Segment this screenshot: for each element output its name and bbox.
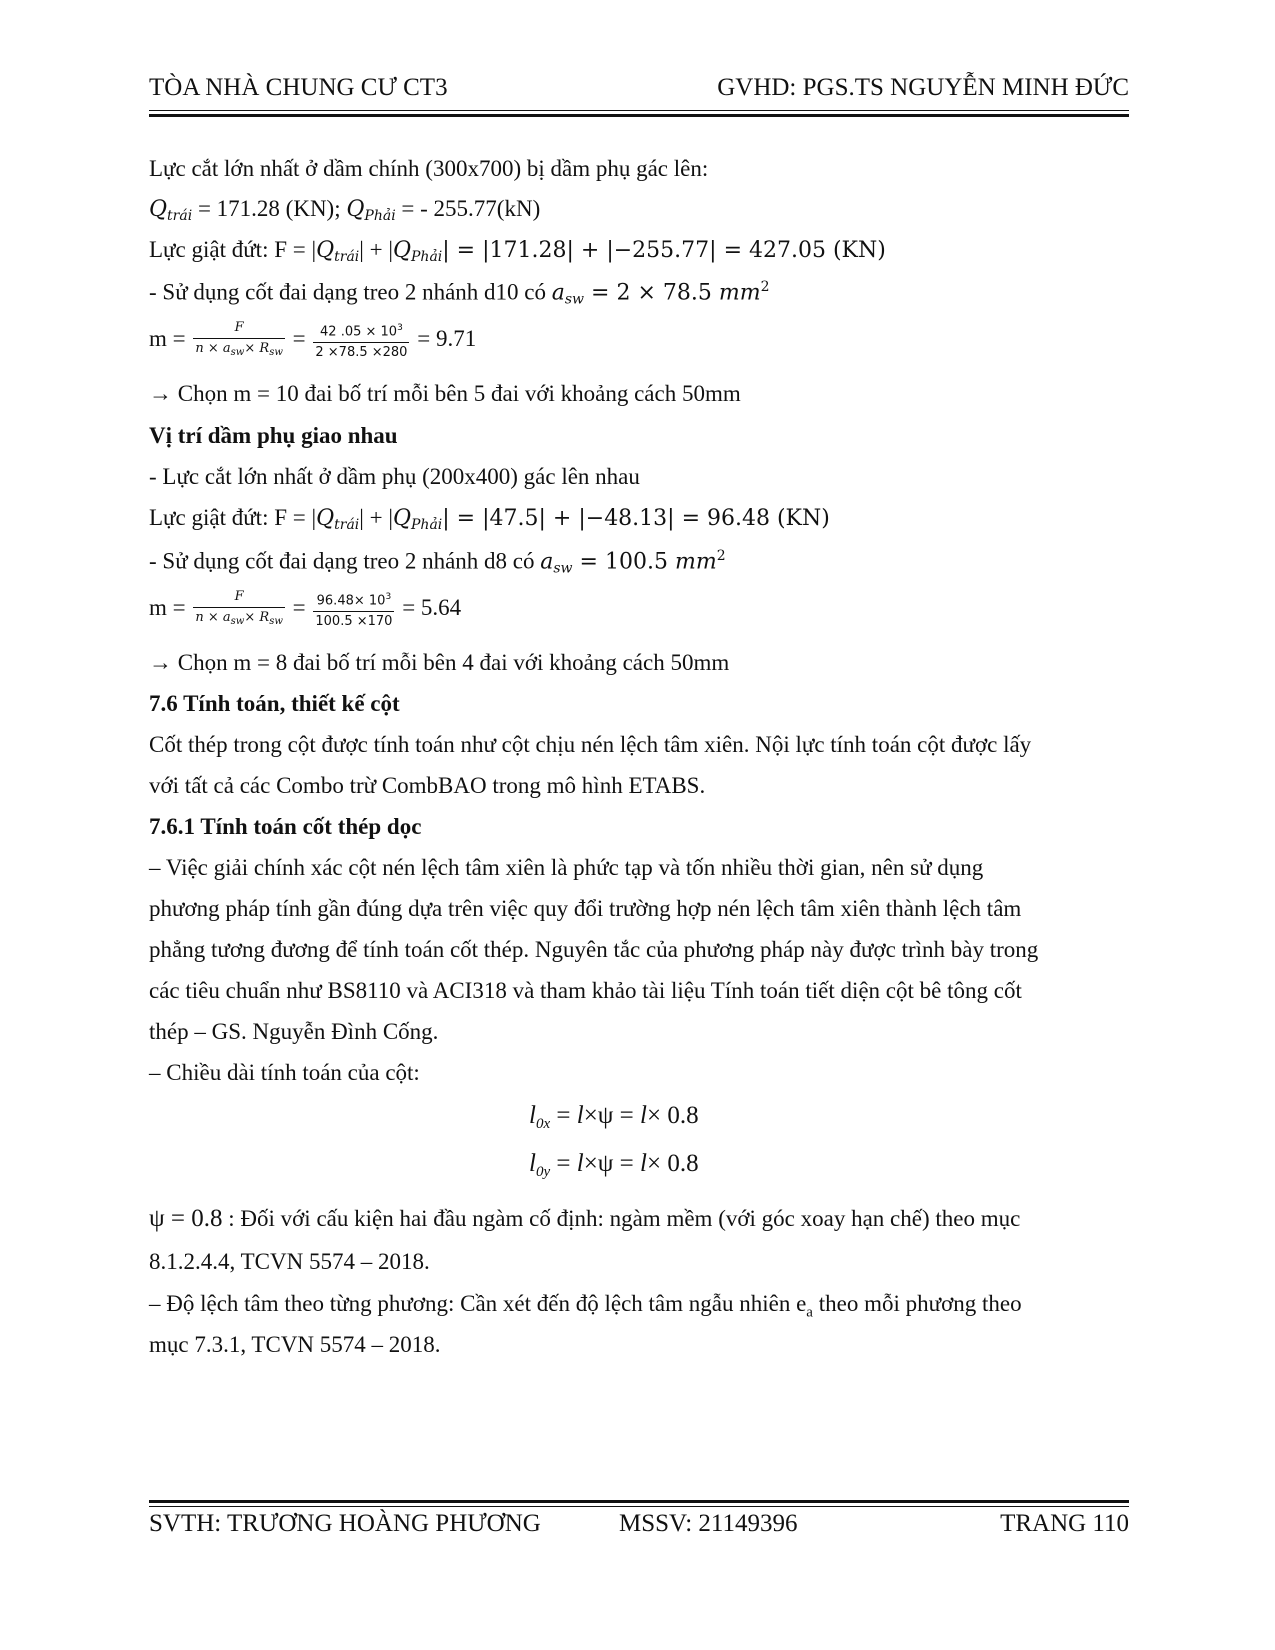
pull-force-line-2	[149, 505, 830, 533]
text-fragment: = 9.71	[411, 325, 477, 351]
text-fragment: = 100.5	[572, 549, 675, 575]
eq-part: ×ψ =	[583, 1102, 641, 1129]
paragraph-line: mục 7.3.1, TCVN 5574 – 2018.	[149, 1332, 441, 1357]
fraction-denominator: 100.5 ×170	[315, 614, 393, 630]
text-line: → Chọn m = 8 đai bố trí mỗi bên 4 đai với khoảng cách 50mm	[149, 650, 730, 675]
eq-sub: 0x	[535, 1116, 551, 1132]
den-part: × R	[244, 341, 270, 357]
eq-part: =	[550, 1150, 577, 1177]
eq-symbol: l	[640, 1102, 647, 1129]
footer-student-id: MSSV: 21149396	[619, 1510, 798, 1537]
q-symbol: Q	[316, 506, 335, 531]
paragraph-line: – Việc giải chính xác cột nén lệch tâm xiên là phức tạp và tốn nhiều thời gian, nên sử dụng	[149, 855, 984, 880]
text-fragment: – Độ lệch tâm theo từng phương: Cần xét đến độ lệch tâm ngẫu nhiên e	[149, 1291, 807, 1316]
eq-part: =	[550, 1102, 577, 1129]
num-part: 42 .05 × 10	[320, 324, 398, 340]
stirrup-line	[149, 279, 770, 308]
fraction-numerator: F	[193, 318, 285, 339]
paragraph-line: thép – GS. Nguyễn Đình Cống.	[149, 1019, 439, 1044]
a-symbol: a	[551, 280, 565, 306]
num-part: 96.48× 10	[316, 593, 386, 609]
paragraph-line: với tất cả các Combo trừ CombBAO trong mô hình ETABS.	[149, 773, 706, 798]
eq-symbol: l	[640, 1150, 647, 1177]
text-fragment: m =	[149, 325, 192, 351]
equation-l0x	[529, 1102, 699, 1133]
eq-part: × 0.8	[647, 1102, 699, 1129]
den-part: n × a	[195, 610, 231, 626]
q-symbol: Q	[316, 238, 335, 263]
pull-force-line	[149, 237, 886, 265]
header-rule-thick	[149, 114, 1129, 117]
fraction	[313, 587, 394, 632]
page-footer	[149, 1510, 1129, 1550]
den-sub: sw	[230, 347, 245, 359]
text-fragment: = 2 × 78.5	[584, 280, 719, 306]
header-supervisor: GVHD: PGS.TS NGUYỄN MINH ĐỨC	[717, 74, 1129, 101]
fraction-denominator	[193, 608, 285, 632]
text-fragment: theo mỗi phương theo	[812, 1291, 1022, 1316]
footer-page-number: TRANG 110	[1000, 1510, 1129, 1537]
den-part: n × a	[195, 341, 231, 357]
den-part: × R	[244, 610, 270, 626]
text-fragment: m =	[149, 594, 192, 620]
eq-symbol: l	[576, 1150, 584, 1177]
a-sub-sw: sw	[564, 291, 585, 308]
m-formula-line-1: m = $\frac{F}{n \times a_{sw}\times R_{sw}}$ = $\frac{42 .05 \times 10^3}{2 \times 78.5 \times 280}$ = 9.71	[149, 318, 476, 363]
text-fragment: = - 255.77(kN)	[395, 196, 541, 221]
paragraph-line: – Chiều dài tính toán của cột:	[149, 1060, 420, 1085]
q-sub-phai: Phải	[411, 517, 443, 533]
equation-l0y	[529, 1150, 699, 1181]
text-fragment: = 5.64	[396, 594, 462, 620]
paragraph-line: 8.1.2.4.4, TCVN 5574 – 2018.	[149, 1249, 430, 1274]
q-sub-phai: Phải	[411, 249, 443, 265]
paragraph-line: phẳng tương đương để tính toán cốt thép. Nguyên tắc của phương pháp này được trình bày trong	[149, 937, 1039, 962]
paragraph-line: phương pháp tính gần đúng dựa trên việc quy đổi trường hợp nén lệch tâm xiên thành lệch tâm	[149, 896, 1022, 921]
text-fragment: - Sử dụng cốt đai dạng treo 2 nhánh d10 có	[149, 279, 552, 305]
unit-exponent: 2	[760, 279, 770, 295]
fraction	[313, 318, 409, 363]
den-sub: sw	[269, 616, 283, 628]
fraction	[193, 587, 285, 632]
text-fragment: : Đối với cấu kiện hai đầu ngàm cố định: ngàm mềm (với góc xoay hạn chế) theo mục	[222, 1206, 1021, 1231]
page-header	[149, 74, 1129, 114]
fraction-numerator	[313, 587, 394, 612]
unit-exponent: 2	[716, 548, 726, 564]
eq-symbol: l	[529, 1102, 536, 1129]
eq-part: × 0.8	[647, 1150, 699, 1177]
paragraph-line	[149, 1205, 1020, 1233]
text-fragment: = 171.28 (KN);	[192, 196, 347, 221]
q-sub-trai: trái	[334, 249, 360, 265]
section-heading: 7.6.1 Tính toán cốt thép dọc	[149, 814, 422, 839]
a-symbol: a	[540, 549, 554, 575]
header-project-title: TÒA NHÀ CHUNG CƯ CT3	[149, 74, 448, 101]
fraction-denominator	[193, 339, 285, 363]
q-symbol: Q	[392, 238, 412, 263]
section-heading: 7.6 Tính toán, thiết kế cột	[149, 691, 400, 716]
text-line: → Chọn m = 10 đai bố trí mỗi bên 5 đai với khoảng cách 50mm	[149, 381, 741, 406]
q-symbol: Q	[346, 197, 365, 222]
a-sub-sw: sw	[553, 560, 573, 577]
q-sub-phai: Phải	[364, 208, 396, 224]
num-exp: 3	[385, 592, 392, 602]
section-heading: Vị trí dầm phụ giao nhau	[149, 423, 398, 448]
den-sub: sw	[269, 347, 283, 359]
subscript-a: a	[806, 1304, 813, 1321]
text-fragment: | + |	[359, 237, 393, 262]
psi-equation: ψ = 0.8	[149, 1205, 223, 1232]
paragraph-line: Cốt thép trong cột được tính toán như cột chịu nén lệch tâm xiên. Nội lực tính toán cột được lấy	[149, 732, 1032, 757]
fraction-denominator: 2 ×78.5 ×280	[315, 345, 408, 361]
q-symbol: Q	[392, 506, 412, 531]
unit-mm: mm	[718, 280, 761, 306]
eq-symbol: l	[529, 1150, 536, 1177]
text-line: - Lực cắt lớn nhất ở dầm phụ (200x400) gác lên nhau	[149, 464, 640, 489]
paragraph-line	[149, 1291, 1022, 1322]
text-fragment: | = |171.28| + |−255.77| = 427.05 (KN)	[442, 238, 886, 263]
unit-mm: mm	[674, 549, 717, 575]
eq-part: ×ψ =	[583, 1150, 641, 1177]
footer-rule-thin	[149, 1506, 1129, 1507]
footer-student: SVTH: TRƯƠNG HOÀNG PHƯƠNG	[149, 1510, 541, 1537]
paragraph-line: các tiêu chuẩn như BS8110 và ACI318 và tham khảo tài liệu Tính toán tiết diện cột bê tông cốt	[149, 978, 1022, 1003]
eq-sub: 0y	[535, 1164, 551, 1180]
text-fragment: | + |	[359, 505, 393, 530]
den-sub: sw	[230, 616, 245, 628]
q-symbol: Q	[149, 197, 168, 222]
m-formula-line-2: m = $\frac{F}{n \times a_{sw}\times R_{sw}}$ = $\frac{96.48\times 10^3}{100.5 \times 170}$ = 5.64	[149, 587, 461, 632]
text-fragment: Lực giật đứt: F = |	[149, 505, 317, 530]
q-sub-trai: trái	[334, 517, 360, 533]
shear-values-line	[149, 196, 540, 224]
stirrup-line-2	[149, 548, 726, 577]
eq-symbol: l	[576, 1102, 584, 1129]
footer-rule-thick	[149, 1500, 1129, 1503]
q-sub-trai: trái	[167, 208, 193, 224]
fraction-numerator: F	[193, 587, 285, 608]
num-exp: 3	[397, 323, 403, 333]
fraction	[193, 318, 285, 363]
header-rule-thin	[149, 110, 1129, 111]
text-fragment: | = |47.5| + |−48.13| = 96.48 (KN)	[442, 506, 830, 531]
text-line: Lực cắt lớn nhất ở dầm chính (300x700) bị dầm phụ gác lên:	[149, 156, 709, 181]
text-fragment: - Sử dụng cốt đai dạng treo 2 nhánh d8 có	[149, 548, 541, 574]
fraction-numerator	[313, 318, 409, 343]
text-fragment: Lực giật đứt: F = |	[149, 237, 317, 262]
